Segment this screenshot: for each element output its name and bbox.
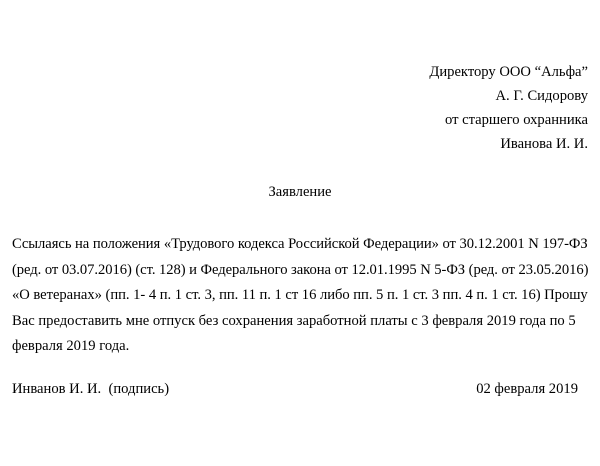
sender-position: от старшего охранника — [444, 112, 588, 128]
document-date: 02 февраля 2019 — [476, 381, 578, 397]
addressee-position: Директору ООО “Альфа” — [429, 64, 588, 80]
document-title: Заявление — [268, 184, 332, 200]
body-line: февраля 2019 года. — [12, 338, 130, 354]
sender-name: Иванова И. И. — [500, 136, 588, 152]
body-line: Вас предоставить мне отпуск без сохранения заработной платы с 3 февраля 2019 года по 5 — [12, 312, 576, 329]
body-line: «О ветеранах» (пп. 1- 4 п. 1 ст. 3, пп. 11 п. 1 ст 16 либо пп. 5 п. 1 ст. 3 пп. 4 п. 1 ст. 16) Прошу — [12, 287, 588, 303]
body-line: Ссылаясь на положения «Трудового кодекса Российской Федерации» от 30.12.2001 N 197-ФЗ — [12, 236, 588, 252]
signature-line: Инванов И. И. (подпись) — [12, 381, 170, 397]
application-body — [12, 232, 588, 360]
body-line: (ред. от 03.07.2016) (ст. 128) и Федерального закона от 12.01.1995 N 5-ФЗ (ред. от 23.05.2016) — [12, 261, 589, 278]
addressee-block — [429, 60, 588, 156]
addressee-name: А. Г. Сидорову — [495, 88, 588, 104]
